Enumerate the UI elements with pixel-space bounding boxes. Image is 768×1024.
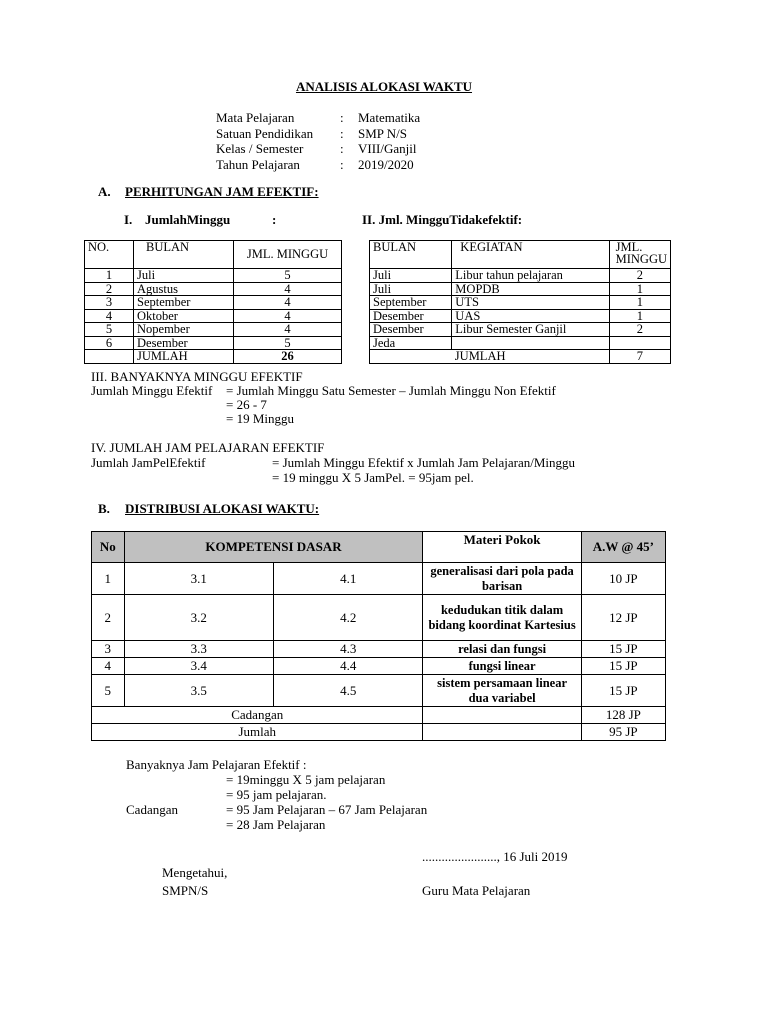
table-row	[92, 563, 666, 595]
section-a-letter: A.	[98, 184, 111, 199]
total-row	[85, 350, 342, 364]
table-row	[92, 641, 666, 658]
cell-jml: 4	[234, 309, 342, 323]
cell-kd2: 4.2	[274, 595, 423, 641]
cell-jml: 4	[234, 323, 342, 337]
signature-date: ......................., 16 Juli 2019	[422, 849, 568, 864]
cell-materi: generalisasi dari pola pada barisan	[423, 563, 581, 595]
summary-line2: = 19minggu X 5 jam pelajaran	[226, 772, 386, 787]
cell-kd2: 4.1	[274, 563, 423, 595]
summary-line1: Banyaknya Jam Pelajaran Efektif :	[126, 757, 307, 772]
info-colon: :	[340, 141, 344, 156]
info-colon: :	[340, 110, 344, 125]
header-jml-minggu: JML. MINGGU	[609, 241, 670, 269]
section-3-heading: III. BANYAKNYA MINGGU EFEKTIF	[91, 369, 303, 384]
info-value: SMP N/S	[358, 125, 408, 141]
jumlah-row	[92, 724, 666, 741]
table-row	[92, 658, 666, 675]
section-4-line2: = 19 minggu X 5 JamPel. = 95jam pel.	[272, 470, 474, 485]
cell-kd1: 3.1	[124, 563, 273, 595]
info-label: Satuan Pendidikan	[216, 125, 314, 141]
cell-bulan: Juli	[370, 269, 452, 283]
table-row	[370, 323, 671, 337]
cell-bulan: Oktober	[134, 309, 234, 323]
header-aw: A.W @ 45’	[581, 532, 665, 563]
cell-kd2: 4.3	[274, 641, 423, 658]
header-kegiatan: KEGIATAN	[452, 241, 609, 269]
table-header-row	[370, 241, 671, 269]
cell-kd2: 4.4	[274, 658, 423, 675]
sub1-label: JumlahMinggu	[145, 212, 231, 227]
cell-kd1: 3.2	[124, 595, 273, 641]
cell-jml: 1	[609, 282, 670, 296]
header-no: NO.	[85, 241, 134, 269]
info-row-subject	[216, 110, 420, 126]
section-a-heading: PERHITUNGAN JAM EFEKTIF:	[125, 184, 319, 199]
cell-bulan: Desember	[134, 336, 234, 350]
cell-jml: 4	[234, 296, 342, 310]
subject-info	[216, 110, 420, 172]
sub1-number: I.	[124, 212, 133, 227]
total-row	[370, 350, 671, 364]
section-3-line2: = 26 - 7	[226, 397, 267, 412]
header-jml-minggu: JML. MINGGU	[234, 241, 342, 269]
cell-kegiatan: Libur Semester Ganjil	[452, 323, 609, 337]
document-title: ANALISIS ALOKASI WAKTU	[295, 79, 473, 94]
jumlah-value: 95 JP	[581, 724, 665, 741]
cell-jml: 1	[609, 309, 670, 323]
info-value: VIII/Ganjil	[358, 141, 417, 156]
section-3-line3: = 19 Minggu	[226, 411, 295, 426]
cell-aw: 12 JP	[581, 595, 665, 641]
summary-cadangan-result: = 28 Jam Pelajaran	[226, 817, 326, 832]
cell-no: 1	[85, 269, 134, 283]
cell-aw: 15 JP	[581, 675, 665, 707]
cell-no: 2	[92, 595, 125, 641]
info-label: Tahun Pelajaran	[216, 156, 300, 172]
cell-no: 3	[85, 296, 134, 310]
cadangan-value: 128 JP	[581, 707, 665, 724]
sub2-label: II. Jml. MingguTidakefektif:	[362, 212, 523, 227]
info-row-class	[216, 141, 420, 157]
cell-kd1: 3.4	[124, 658, 273, 675]
summary-cadangan-label: Cadangan	[126, 802, 178, 817]
header-kompetensi: KOMPETENSI DASAR	[124, 532, 423, 563]
cell-kegiatan: Libur tahun pelajaran	[452, 269, 609, 283]
cell-jml: 1	[609, 296, 670, 310]
cadangan-row	[92, 707, 666, 724]
table-header-row	[92, 532, 666, 563]
cell-aw: 15 JP	[581, 658, 665, 675]
section-3-line1-label: Jumlah Minggu Efektif	[91, 383, 213, 398]
cell-aw: 10 JP	[581, 563, 665, 595]
table-row	[370, 336, 671, 350]
table-header-row	[85, 241, 342, 269]
cell-kd1: 3.5	[124, 675, 273, 707]
signature-guru: Guru Mata Pelajaran	[422, 883, 531, 898]
cell-kd1: 3.3	[124, 641, 273, 658]
cell-kegiatan	[452, 336, 609, 350]
cell-bulan: Agustus	[134, 282, 234, 296]
section-b-letter: B.	[98, 501, 110, 516]
section-3-line1-value: = Jumlah Minggu Satu Semester – Jumlah Minggu Non Efektif	[226, 383, 556, 398]
table-row	[370, 282, 671, 296]
cell-no: 1	[92, 563, 125, 595]
cell-bulan: Juli	[370, 282, 452, 296]
summary-cadangan-value: = 95 Jam Pelajaran – 67 Jam Pelajaran	[226, 802, 428, 817]
cell-materi: kedudukan titik dalam bidang koordinat Kartesius	[423, 595, 581, 641]
weeks-table	[84, 240, 342, 364]
non-effective-weeks-table	[369, 240, 671, 364]
section-b-heading: DISTRIBUSI ALOKASI WAKTU:	[125, 501, 320, 516]
header-materi: Materi Pokok	[423, 532, 581, 563]
cell-no: 5	[85, 323, 134, 337]
cell-no: 6	[85, 336, 134, 350]
cell-aw: 15 JP	[581, 641, 665, 658]
info-label: Kelas / Semester	[216, 141, 304, 156]
cell-empty	[423, 707, 581, 724]
header-no: No	[92, 532, 125, 563]
cell-materi: sistem persamaan linear dua variabel	[423, 675, 581, 707]
total-label: JUMLAH	[452, 350, 609, 364]
table-row	[85, 282, 342, 296]
total-value: 7	[609, 350, 670, 364]
cell-jml: 2	[609, 323, 670, 337]
cell-bulan: September	[370, 296, 452, 310]
total-value: 26	[234, 350, 342, 364]
info-colon: :	[340, 156, 344, 172]
cell-bulan: September	[134, 296, 234, 310]
cell-no: 4	[92, 658, 125, 675]
cell-jml: 2	[609, 269, 670, 283]
section-4-line1-label: Jumlah JamPelEfektif	[91, 455, 206, 470]
sub1-colon: :	[272, 212, 277, 227]
cell-no: 4	[85, 309, 134, 323]
table-row	[370, 269, 671, 283]
info-value: 2019/2020	[358, 156, 414, 172]
table-row	[370, 296, 671, 310]
cell-jml: 5	[234, 336, 342, 350]
cell-kd2: 4.5	[274, 675, 423, 707]
cell-no: 2	[85, 282, 134, 296]
jumlah-label: Jumlah	[92, 724, 423, 741]
info-row-year	[216, 157, 420, 173]
table-row	[85, 336, 342, 350]
signature-school: SMPN/S	[162, 883, 209, 898]
total-label: JUMLAH	[134, 350, 234, 364]
cell-bulan: Desember	[370, 323, 452, 337]
cell-bulan: Jeda	[370, 336, 452, 350]
table-row	[85, 269, 342, 283]
section-4-line1-value: = Jumlah Minggu Efektif x Jumlah Jam Pelajaran/Minggu	[272, 455, 576, 470]
cell-no: 3	[92, 641, 125, 658]
cell-jml	[609, 336, 670, 350]
info-row-school	[216, 126, 420, 142]
table-row	[92, 675, 666, 707]
info-value: Matematika	[358, 110, 421, 125]
header-bulan: BULAN	[370, 241, 452, 269]
cell-bulan: Nopember	[134, 323, 234, 337]
cell-jml: 4	[234, 282, 342, 296]
signature-mengetahui: Mengetahui,	[162, 865, 228, 880]
cell-kegiatan: UTS	[452, 296, 609, 310]
section-4-heading: IV. JUMLAH JAM PELAJARAN EFEKTIF	[91, 440, 325, 455]
cell-empty	[85, 350, 134, 364]
cadangan-label: Cadangan	[92, 707, 423, 724]
cell-kegiatan: UAS	[452, 309, 609, 323]
table-row	[92, 595, 666, 641]
cell-jml: 5	[234, 269, 342, 283]
table-row	[85, 309, 342, 323]
cell-materi: fungsi linear	[423, 658, 581, 675]
info-label: Mata Pelajaran	[216, 110, 295, 125]
table-row	[85, 323, 342, 337]
summary-line3: = 95 jam pelajaran.	[226, 787, 327, 802]
cell-empty	[423, 724, 581, 741]
header-bulan: BULAN	[134, 241, 234, 269]
cell-bulan: Desember	[370, 309, 452, 323]
distribution-table	[91, 531, 666, 741]
table-row	[370, 309, 671, 323]
cell-materi: relasi dan fungsi	[423, 641, 581, 658]
cell-no: 5	[92, 675, 125, 707]
cell-bulan: Juli	[134, 269, 234, 283]
cell-empty	[370, 350, 452, 364]
table-row	[85, 296, 342, 310]
cell-kegiatan: MOPDB	[452, 282, 609, 296]
info-colon: :	[340, 125, 344, 141]
